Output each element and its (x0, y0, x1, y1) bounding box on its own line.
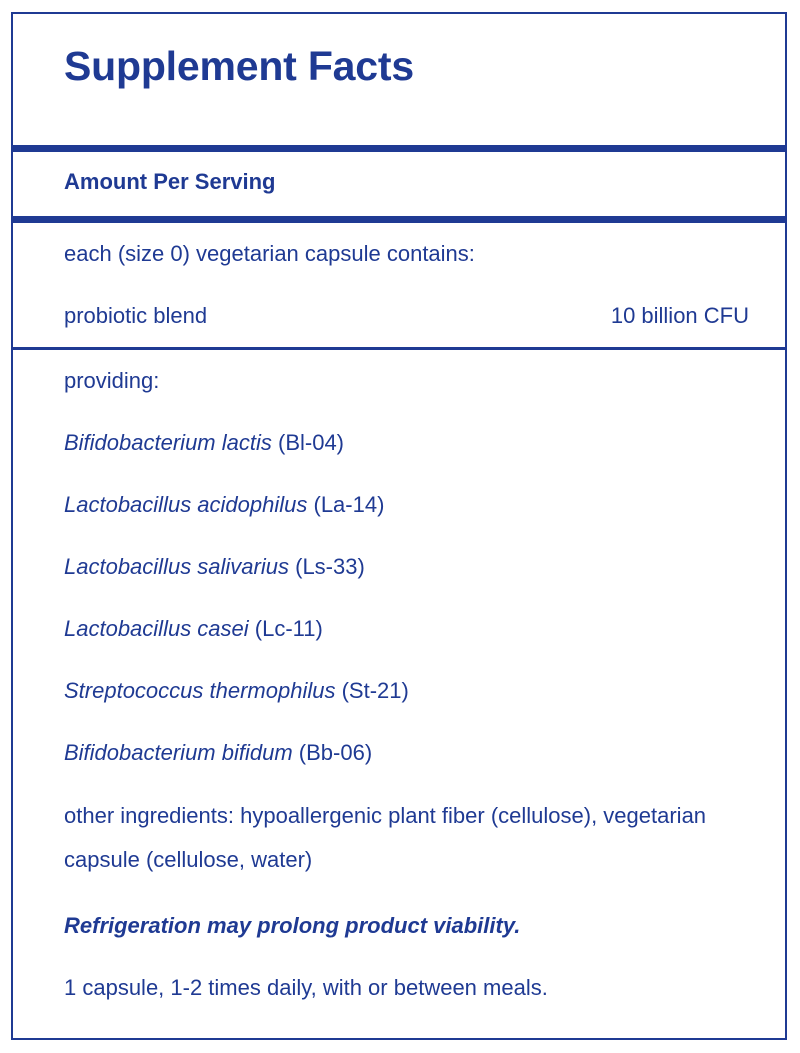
strain-code: (St-21) (341, 678, 409, 703)
storage-note-text: Refrigeration may prolong product viability. (64, 913, 521, 938)
intro-text: each (size 0) vegetarian capsule contains: (64, 241, 475, 266)
page-title: Supplement Facts (64, 43, 414, 89)
intro-row (13, 223, 785, 285)
directions-text: 1 capsule, 1-2 times daily, with or between meals. (64, 975, 548, 1000)
strain-species: Lactobacillus salivarius (64, 554, 289, 579)
strain-species: Bifidobacterium bifidum (64, 740, 293, 765)
blend-section (13, 223, 785, 347)
providing-label: providing: (64, 368, 160, 393)
amount-per-serving-heading: Amount Per Serving (64, 169, 276, 194)
supplement-facts-panel (11, 12, 787, 1040)
table-row (13, 474, 785, 536)
table-row (13, 660, 785, 722)
divider-under-serving-heading (13, 216, 785, 223)
strain-code: (Bb-06) (298, 740, 373, 765)
table-row (13, 412, 785, 474)
divider-under-title (13, 145, 785, 152)
strain-code: (Bl-04) (278, 430, 345, 455)
strain-code: (Ls-33) (295, 554, 365, 579)
storage-note-row (13, 882, 785, 948)
other-ingredients-text: other ingredients: hypoallergenic plant fiber (cellulose), vegetarian capsule (cellulose, water) (64, 803, 707, 872)
amount-per-serving-row (13, 152, 785, 216)
strain-code: (Lc-11) (254, 616, 323, 641)
title-block (13, 14, 785, 145)
strain-species: Lactobacillus acidophilus (64, 492, 308, 517)
probiotic-blend-name: probiotic blend (64, 303, 208, 328)
strain-species: Bifidobacterium lactis (64, 430, 272, 455)
strain-code: (La-14) (313, 492, 385, 517)
providing-row (13, 350, 785, 412)
table-row (13, 722, 785, 784)
probiotic-blend-amount: 10 billion CFU (610, 303, 749, 328)
bottom-spacer (13, 1010, 785, 1050)
strain-species: Lactobacillus casei (64, 616, 249, 641)
strain-list-section (13, 350, 785, 784)
other-ingredients-row (13, 784, 785, 882)
table-row (13, 598, 785, 660)
probiotic-blend-row (13, 285, 785, 347)
directions-row (13, 948, 785, 1010)
strain-species: Streptococcus thermophilus (64, 678, 336, 703)
table-row (13, 536, 785, 598)
